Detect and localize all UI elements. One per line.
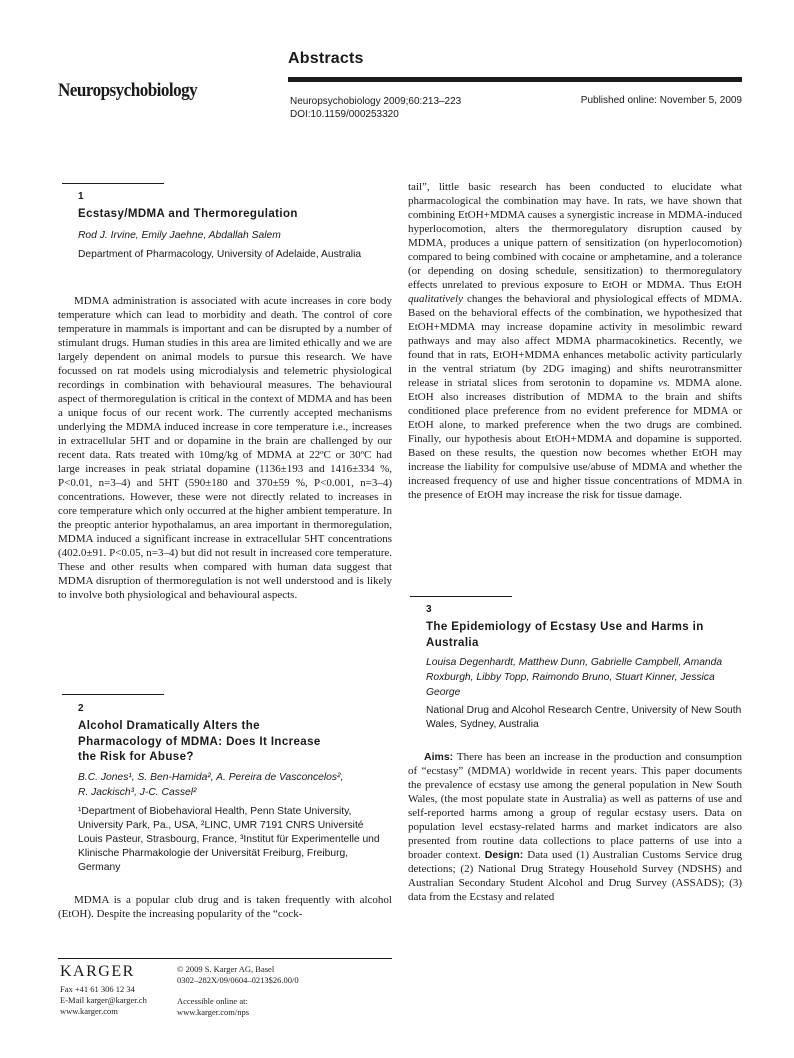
published-date: Published online: November 5, 2009: [580, 95, 742, 106]
email[interactable]: E-Mail karger@karger.ch: [60, 995, 147, 1005]
emphasis: vs.: [658, 377, 670, 389]
doi-line: DOI:10.1159/000253320: [290, 109, 399, 120]
footer-rule: [58, 958, 392, 959]
karger-logo: KARGER: [60, 963, 135, 980]
abstract-affiliation: National Drug and Alcohol Research Centre, University of New South Wales, Sydney, Australia: [426, 705, 742, 730]
authors-line: B.C. Jones¹, S. Ben-Hamida², A. Pereira de Vasconcelos²,: [78, 772, 344, 783]
abstract-affiliation: ¹Department of Biobehavioral Health, Penn State University, University Park, Pa., USA, ²LINC, UMR 7191 CNRS Université Louis Pasteur, Strasbourg, France, ³Institut für Experimentelle und Klinische Pharmakologie der Universität Freiburg, Freiburg, Germany: [78, 806, 380, 873]
fax: Fax +41 61 306 12 34: [60, 984, 135, 994]
copyright-block: [177, 964, 299, 1018]
abstract-rule: [410, 596, 512, 597]
abstract-title: Ecstasy/MDMA and Thermoregulation: [78, 208, 298, 220]
abstract-authors: [78, 770, 388, 800]
publisher-contact: [60, 984, 147, 1017]
abstract-number: 2: [78, 703, 84, 714]
header-rule: [288, 77, 742, 82]
publisher-website[interactable]: www.karger.com: [60, 1006, 118, 1016]
abstract-number: 3: [426, 604, 432, 615]
citation-line: Neuropsychobiology 2009;60:213–223: [290, 96, 462, 107]
abstract-title: The Epidemiology of Ecstasy Use and Harms in Australia: [426, 621, 704, 649]
abstract-body: [408, 750, 742, 904]
citation: [290, 95, 461, 121]
abstract-paragraph: [408, 750, 742, 904]
abstract-authors: Louisa Degenhardt, Matthew Dunn, Gabrielle Campbell, Amanda Roxburgh, Libby Topp, Raimondo Bruno, Stuart Kinner, Jessica George: [426, 657, 723, 698]
body-text: There has been an increase in the production and consumption of “ecstasy” (MDMA) worldwide in recent years. This paper documents the prevalence of ecstasy use among the general population in New South Wales, (the most populate state in Australia) as well as patterns of use and self-reported harms among a group of regular ecstasy users. Data on population level ecstasy-related harms and market indicators are also presented from routine data collections to place patterns of use into a broader context.: [408, 751, 742, 861]
abstract-body-continued: [408, 180, 742, 502]
body-text: Data used (1) Australian Customs Service drug detections; (2) National Drug Strategy Household Survey (NDSHS) and Australian Secondary Student Alcohol and Drug Survey (ASSADS); (3) data from the Ecstasy and related: [408, 849, 742, 903]
abstract-number: 1: [78, 191, 84, 202]
body-text: changes the behavioral and physiological effects of MDMA. Based on the behavioral effects of the combination, we hypothesized that EtOH+MDMA may increase dopamine activity in mesolimbic reward pathways and may also affect MDMA pharmacokinetics. Recently, we found that in rats, EtOH+MDMA enhances metabolic activity particularly in the ventral striatum (by 2DG imaging) and shifts neurotransmitter release in striatal slices from serotonin to dopamine: [408, 293, 742, 389]
accessible-online: Accessible online at:: [177, 996, 248, 1006]
section-label: Abstracts: [288, 50, 364, 67]
abstract-body: [58, 294, 392, 602]
abstract-rule: [62, 694, 164, 695]
issn: 0302–282X/09/0604–0213$26.00/0: [177, 975, 299, 985]
abstract-authors: Rod J. Irvine, Emily Jaehne, Abdallah Salem: [78, 230, 281, 241]
body-text: tail”, little basic research has been conducted to elucidate what pharmacological the combination may have. In rats, we have shown that combining EtOH+MDMA causes a synergistic increase in MDMA-induced hyperlocomotion, alters the thermoregulatory disruption caused by MDMA, produces a unique pattern of sensitization (on hyperlocomotion) compared to being combined with cocaine or amphetamine, and a tolerance (or depending on dosing schedule, sensitization) to thermoregulatory effects unrelated to previous exposure to EtOH or MDMA. Thus EtOH: [408, 181, 742, 291]
abstract-rule: [62, 183, 164, 184]
abstract-title: Alcohol Dramatically Alters the Pharmacology of MDMA: Does It Increase the Risk for Abuse?: [78, 720, 321, 763]
abstract-body: [58, 893, 392, 921]
abstract-paragraph: MDMA is a popular club drug and is taken frequently with alcohol (EtOH). Despite the increasing popularity of the “cock-: [58, 894, 392, 920]
abstract-paragraph: [408, 180, 742, 502]
emphasis: qualitatively: [408, 293, 463, 305]
journal-logo: Neuropsychobiology: [58, 80, 198, 101]
abstract-paragraph: MDMA administration is associated with acute increases in core body temperature which can lead to morbidity and death. The control of core temperature in mammals is important and can be disrupted by a number of stimulant drugs. Human studies in this area are limited ethically and we are largely dependent on animal models to pursue this research. We have focussed on rat models using microdialysis and telemetric physiological recordings in combination with behavioural measures. The behavioural aspect of thermoregulation is critical in the context of MDMA and has been a unique focus of our recent work. The currently accepted mechanisms underlying the MDMA induced increase in core temperature i.e., increases in extracellular 5HT and or dopamine in the brain are challenged by our recent data. Rats treated with 10mg/kg of MDMA at 22ºC or 30ºC had large increases in peak striatal dopamine (1136±193 and 1416±334 %, P<0.01, n=3–4) and 5HT (590±180 and 370±59 %, P<0.001, n=3–4) concentrations. However, these were not directly related to increases in core temperature which only occurred at the higher ambient temperature. In the preoptic anterior hypothalamus, an area important in thermoregulation, MDMA induced a significant increase in extracellular 5HT concentrations (402.0±91. P<0.05, n=3–4) but did not result in increased core temperature. These and other results when compared with human data suggest that MDMA disruption of thermoregulation is not well understood and is likely to involve both physiological and behavioural aspects.: [58, 295, 392, 601]
journal-url[interactable]: www.karger.com/nps: [177, 1007, 250, 1017]
abstract-affiliation: Department of Pharmacology, University of Adelaide, Australia: [78, 249, 362, 260]
aims-label: Aims:: [424, 751, 454, 763]
copyright: © 2009 S. Karger AG, Basel: [177, 964, 275, 974]
design-label: Design:: [484, 849, 524, 861]
authors-line: R. Jackisch³, J-C. Cassel²: [78, 787, 197, 798]
body-text: MDMA alone. EtOH also increases distribution of MDMA to the brain and shifts conditioned place preference from no evident preference for MDMA or EtOH alone, to marked preference when the two drugs are combined. Finally, our hypothesis about EtOH+MDMA and dopamine is supported. Based on these results, the question now becomes whether EtOH may increase the liability for compulsive use/abuse of MDMA and whether the increased frequency of use and higher tissue concentrations of MDMA in the presence of EtOH may increase the risk for tissue damage.: [408, 377, 743, 501]
